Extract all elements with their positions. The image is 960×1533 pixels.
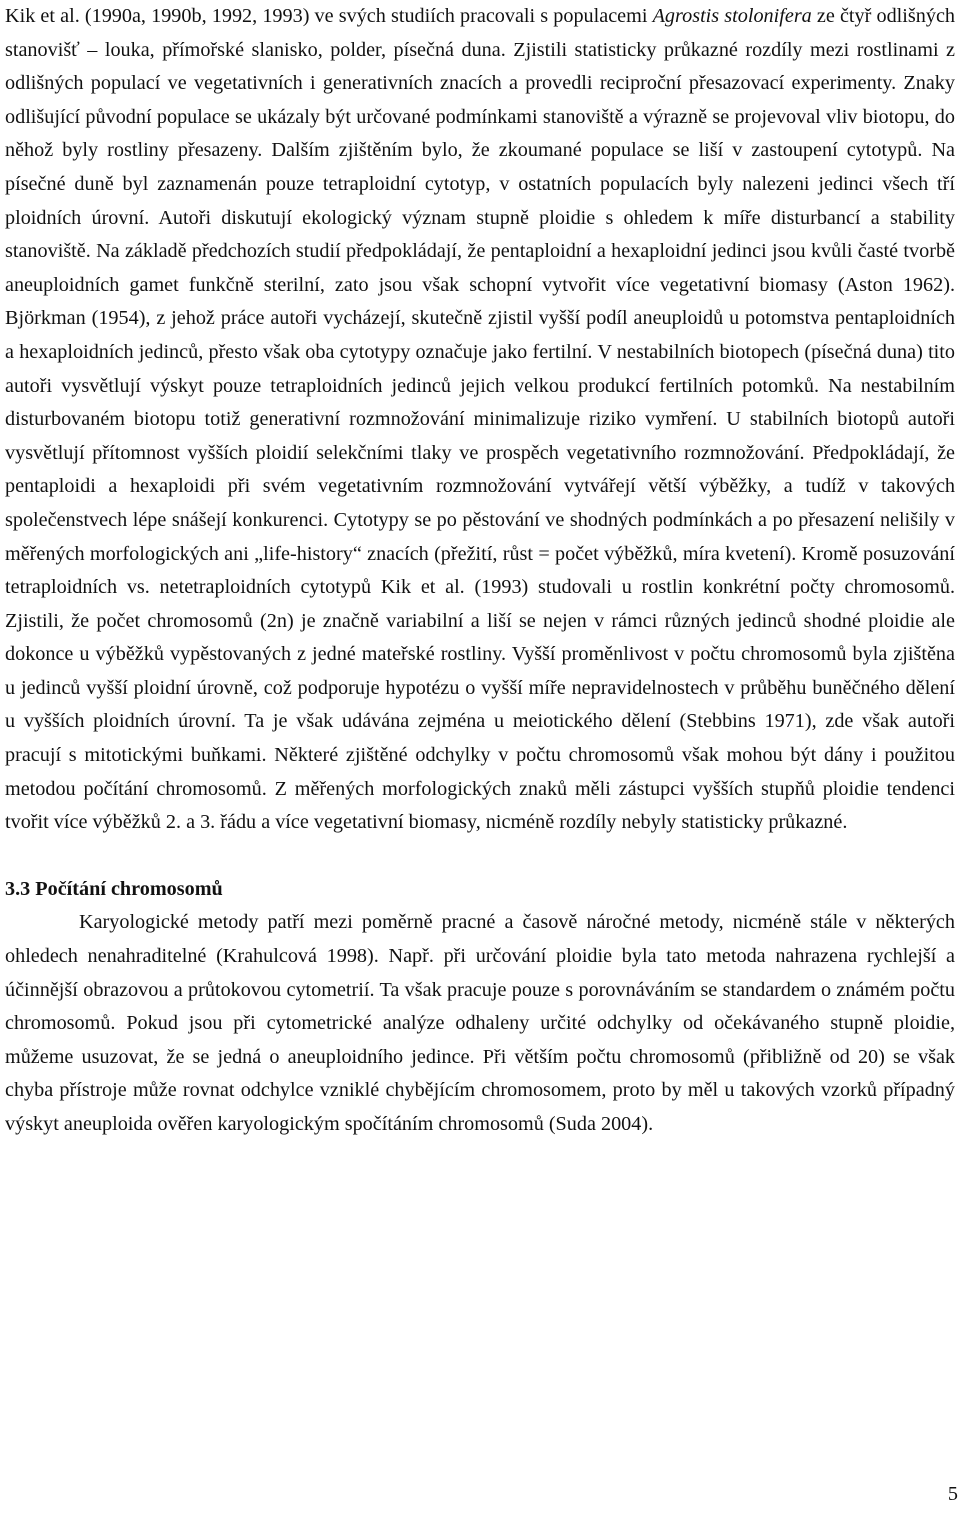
- body-paragraph: [5, 0, 955, 840]
- page-number: 5: [947, 1483, 958, 1505]
- document-page: [5, 0, 955, 1142]
- section-heading: 3.3 Počítání chromosomů: [5, 877, 223, 900]
- body-paragraph: Karyologické metody patří mezi poměrně pracné a časově náročné metody, nicméně stále v některých ohledech nenahraditelné (Krahulcová 1998). Např. při určování ploidie byla tato metoda nahrazena rychlejší a účinnější obrazovou a průtokovou cytometrií. Ta však pracuje pouze s porovnáváním se standardem o známém počtu chromosomů. Pokud jsou při cytometrické analýze odhaleny určité odchylky od očekávaného stupně ploidie, můžeme usuzovat, že se jedná o aneuploidního jedince. Při větším počtu chromosomů (přibližně od 20) se však chyba přístroje může rovnat odchylce vzniklé chybějícím chromosomem, proto by měl u takových vzorků případný výskyt aneuploida ověřen karyologickým spočítáním chromosomů (Suda 2004).: [5, 911, 955, 1135]
- paragraph-text: Kik et al. (1990a, 1990b, 1992, 1993) ve svých studiích pracovali s populacemi: [5, 5, 653, 27]
- paragraph-text: ze čtyř odlišných stanovišť – louka, přímořské slanisko, polder, písečná duna. Zjistili statisticky průkazné rozdíly mezi rostlinami z odlišných populací ve vegetativních i generativních znacích a provedli reciproční přesazovací experimenty. Znaky odlišující původní populace se ukázaly být určované podmínkami stanoviště a výrazně se projevoval vliv biotopu, do něhož byly rostliny přesazeny. Dalším zjištěním bylo, že zkoumané populace se liší v zastoupení cytotypů. Na písečné duně byl zaznamenán pouze tetraploidní cytotyp, v ostatních populacích byly nalezeni jedinci všech tří ploidních úrovní. Autoři diskutují ekologický význam stupně ploidie s ohledem k míře disturbancí a stability stanoviště. Na základě předchozích studií předpokládají, že pentaploidní a hexaploidní jedinci jsou kvůli časté tvorbě aneuploidních gamet funkčně sterilní, zato jsou však schopní vytvořit více vegetativní biomasy (Aston 1962). Björkman (1954), z jehož práce autoři vycházejí, skutečně zjistil vyšší podíl aneuploidů u potomstva pentaploidních a hexaploidních jedinců, přesto však oba cytotypy označuje jako fertilní. V nestabilních biotopech (písečná duna) tito autoři vysvětlují výskyt pouze tetraploidních jedinců jejich velkou produkcí fertilních potomků. Na nestabilním disturbovaném biotopu totiž generativní rozmnožování minimalizuje riziko vymření. U stabilních biotopů autoři vysvětlují přítomnost vyšších ploidií selekčními tlaky ve prospěch vegetativního rozmnožování. Předpokládají, že pentaploidi a hexaploidi při svém vegetativním rozmnožování vytvářejí větší výběžky, a tudíž v takových společenstvech lépe snášejí konkurenci. Cytotypy se po pěstování ve shodných podmínkách a po přesazení nelišily v měřených morfologických ani „life-history“ znacích (přežití, růst = počet výběžků, míra kvetení). Kromě posuzování tetraploidních vs. netetraploidních cytotypů Kik et al. (1993) studovali u rostlin konkrétní počty chromosomů. Zjistili, že počet chromosomů (2n) je značně variabilní a liší se nejen v rámci různých jedinců shodné ploidie ale dokonce u výběžků vypěstovaných z jedné mateřské rostliny. Vyšší proměnlivost v počtu chromosomů byla zjištěna u jedinců vyšší ploidní úrovně, což podporuje hypotézu o vyšší míře nepravidelnostech v průběhu buněčného dělení u vyšších ploidních úrovní. Ta je však udávána zejména u meiotického dělení (Stebbins 1971), zde však autoři pracují s mitotickými buňkami. Některé zjištěné odchylky v počtu chromosomů však mohou být dány i použitou metodou počítání chromosomů. Z měřených morfologických znaků měli zástupci vyšších stupňů ploidie tendenci tvořit více výběžků 2. a 3. řádu a více vegetativní biomasy, nicméně rozdíly nebyly statisticky průkazné.: [5, 5, 955, 834]
- species-name: Agrostis stolonifera: [652, 5, 812, 27]
